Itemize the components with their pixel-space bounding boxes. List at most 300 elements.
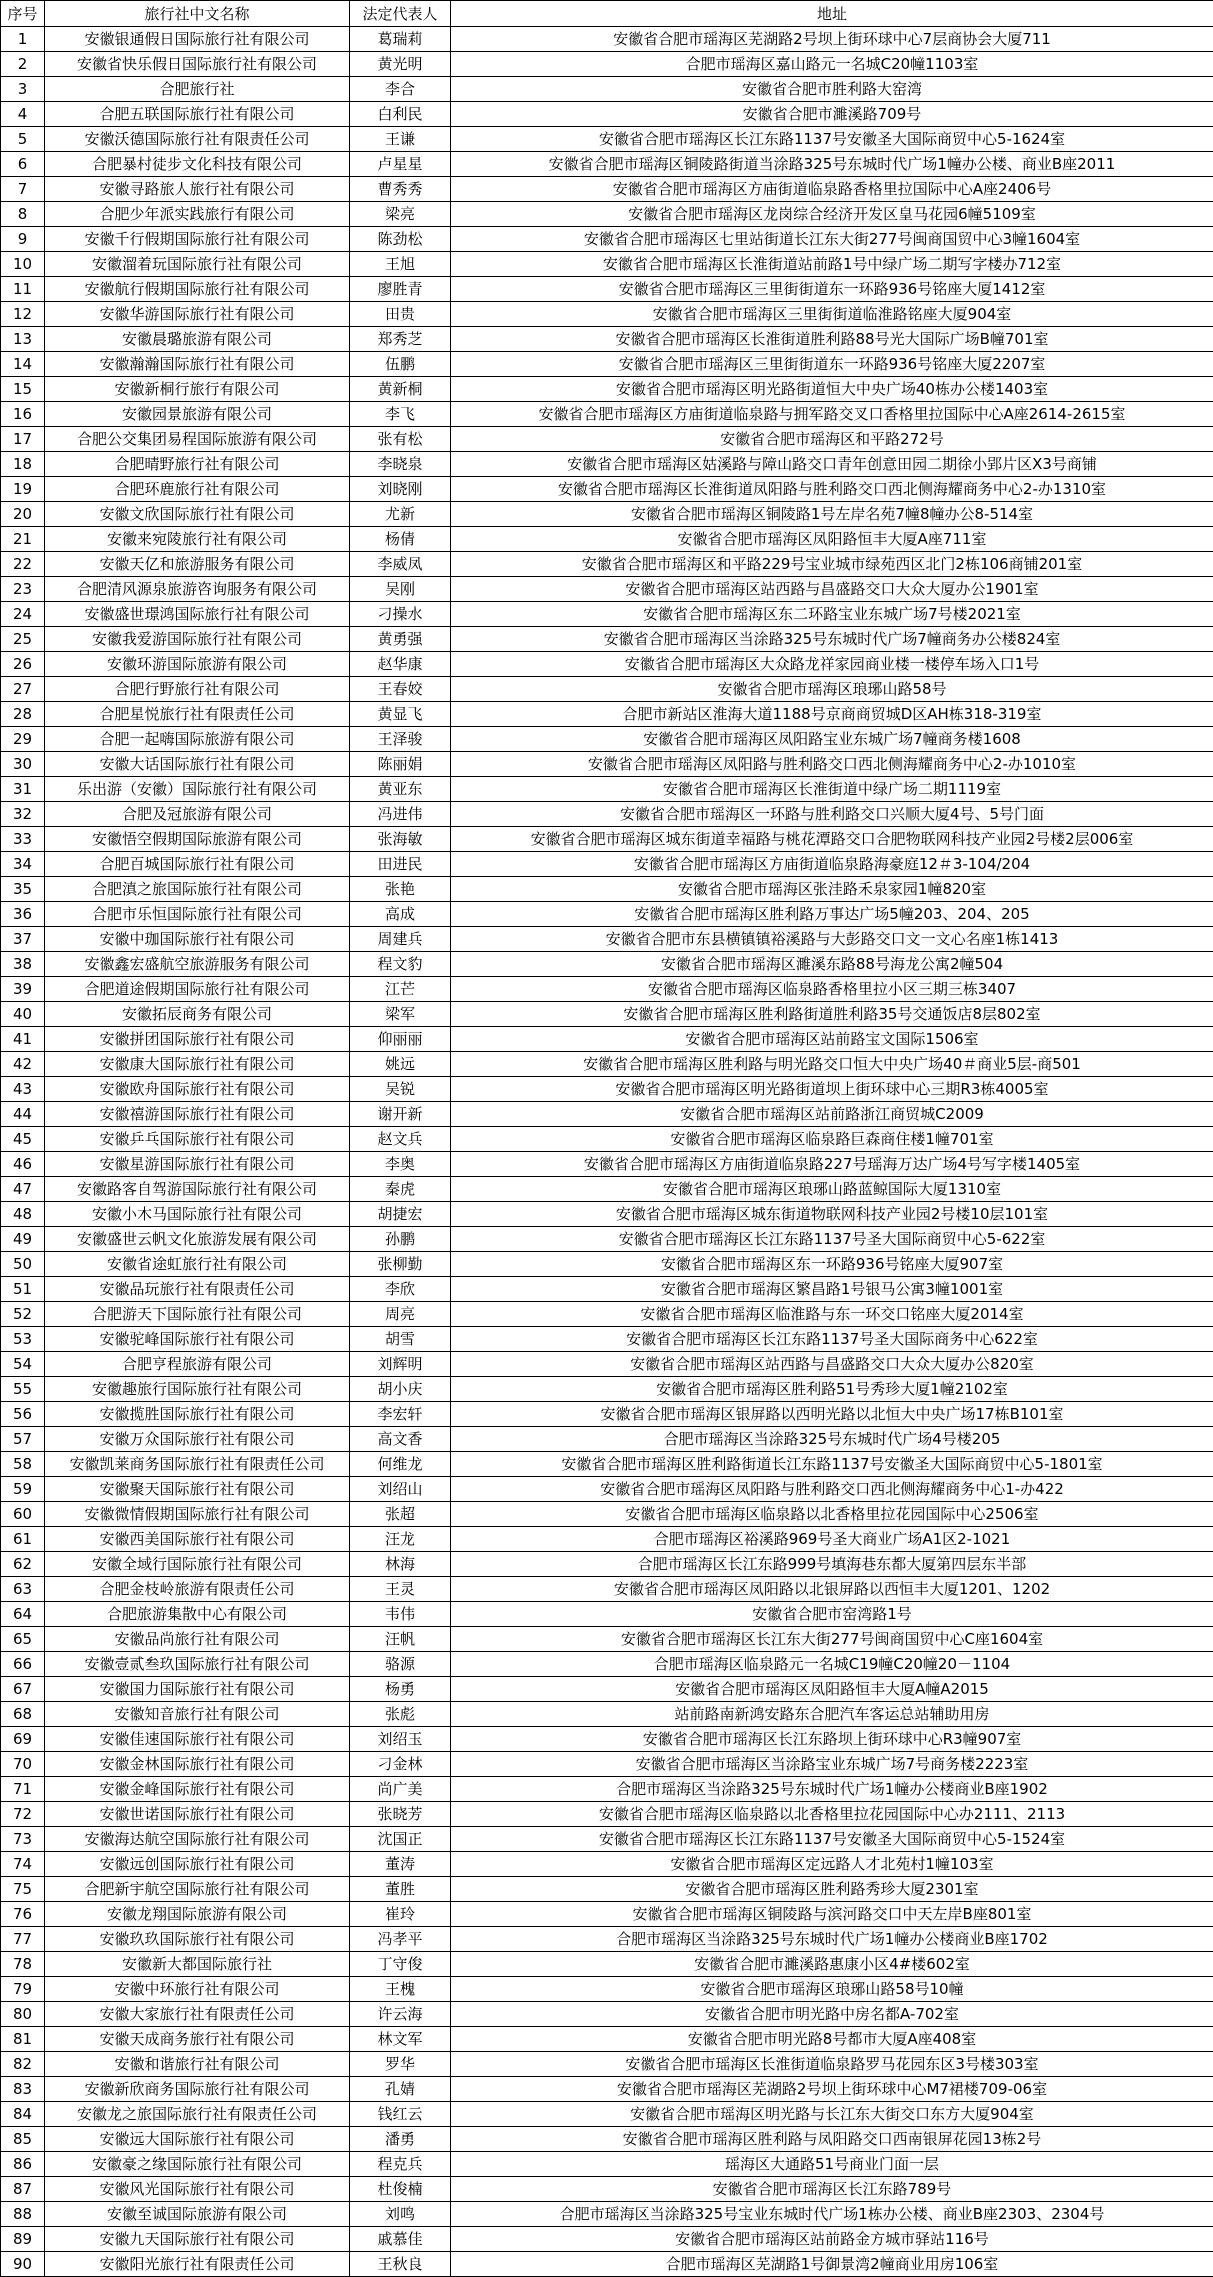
table-row (1, 377, 1213, 402)
cell-address: 安徽省合肥市瑶海区站前路金方城市驿站116号 (451, 2227, 1213, 2252)
cell-legal-representative: 汪帆 (350, 1627, 451, 1652)
table-row (1, 927, 1213, 952)
cell-address: 安徽省合肥市瑶海区临泉路香格里拉小区三期三栋3407 (451, 977, 1213, 1002)
table-row (1, 102, 1213, 127)
cell-legal-representative: 钱红云 (350, 2102, 451, 2127)
cell-address: 安徽省合肥市瑶海区长江东路1137号圣大国际商务中心622室 (451, 1327, 1213, 1352)
cell-address: 安徽省合肥市濉溪路惠康小区4#楼602室 (451, 1952, 1213, 1977)
cell-agency-name: 安徽大家旅行社有限责任公司 (45, 2002, 350, 2027)
cell-legal-representative: 刁金林 (350, 1752, 451, 1777)
table-row (1, 252, 1213, 277)
header-legal-representative: 法定代表人 (350, 1, 451, 27)
cell-agency-name: 安徽龙之旅国际旅行社有限责任公司 (45, 2102, 350, 2127)
cell-address: 安徽省合肥市瑶海区胜利路51号秀珍大厦1幢2102室 (451, 1377, 1213, 1402)
table-row (1, 1802, 1213, 1827)
cell-index: 66 (1, 1652, 45, 1677)
cell-index: 56 (1, 1402, 45, 1427)
table-row (1, 427, 1213, 452)
table-row (1, 1152, 1213, 1177)
cell-index: 82 (1, 2052, 45, 2077)
cell-legal-representative: 刘晓刚 (350, 477, 451, 502)
table-row (1, 2027, 1213, 2052)
table-row (1, 1202, 1213, 1227)
cell-address: 安徽省合肥市瑶海区芜湖路2号坝上街环球中心M7裙楼709-06室 (451, 2077, 1213, 2102)
cell-index: 63 (1, 1577, 45, 1602)
cell-agency-name: 安徽至诚国际旅游有限公司 (45, 2202, 350, 2227)
table-row (1, 1827, 1213, 1852)
cell-address: 安徽省合肥市瑶海区明光路与长江东大街交口东方大厦904室 (451, 2102, 1213, 2127)
cell-agency-name: 安徽九天国际旅行社有限公司 (45, 2227, 350, 2252)
cell-agency-name: 安徽拼团国际旅行社有限公司 (45, 1027, 350, 1052)
cell-address: 安徽省合肥市瑶海区长淮街道中绿广场二期1119室 (451, 777, 1213, 802)
table-row (1, 1552, 1213, 1577)
cell-legal-representative: 江芒 (350, 977, 451, 1002)
cell-address: 安徽省合肥市瑶海区繁昌路1号银马公寓3幢1001室 (451, 1277, 1213, 1302)
table-row (1, 1252, 1213, 1277)
cell-index: 4 (1, 102, 45, 127)
cell-index: 37 (1, 927, 45, 952)
cell-agency-name: 合肥滇之旅国际旅行社有限公司 (45, 877, 350, 902)
cell-index: 29 (1, 727, 45, 752)
cell-address: 安徽省合肥市瑶海区胜利路与凤阳路交口西南银屏花园13栋2号 (451, 2127, 1213, 2152)
table-row (1, 1377, 1213, 1402)
table-row (1, 1077, 1213, 1102)
cell-agency-name: 合肥星悦旅行社有限责任公司 (45, 702, 350, 727)
cell-agency-name: 合肥亨程旅游有限公司 (45, 1352, 350, 1377)
table-row (1, 77, 1213, 102)
cell-agency-name: 安徽微情假期国际旅行社有限公司 (45, 1502, 350, 1527)
table-row (1, 1902, 1213, 1927)
cell-index: 28 (1, 702, 45, 727)
table-row (1, 52, 1213, 77)
cell-index: 33 (1, 827, 45, 852)
cell-index: 88 (1, 2202, 45, 2227)
cell-agency-name: 安徽驼峰国际旅行社有限公司 (45, 1327, 350, 1352)
cell-legal-representative: 董胜 (350, 1877, 451, 1902)
cell-index: 18 (1, 452, 45, 477)
cell-agency-name: 安徽佳速国际旅行社有限公司 (45, 1727, 350, 1752)
cell-legal-representative: 黄显飞 (350, 702, 451, 727)
cell-index: 77 (1, 1927, 45, 1952)
cell-agency-name: 安徽晨璐旅游有限公司 (45, 327, 350, 352)
cell-index: 17 (1, 427, 45, 452)
cell-agency-name: 安徽康大国际旅行社有限公司 (45, 1052, 350, 1077)
cell-address: 安徽省合肥市瑶海区城东街道幸福路与桃花潭路交口合肥物联网科技产业园2号楼2层006室 (451, 827, 1213, 852)
cell-index: 24 (1, 602, 45, 627)
cell-address: 安徽省合肥市瑶海区凤阳路恒丰大厦A座711室 (451, 527, 1213, 552)
cell-agency-name: 合肥五联国际旅行社有限公司 (45, 102, 350, 127)
header-index: 序号 (1, 1, 45, 27)
cell-legal-representative: 尚广美 (350, 1777, 451, 1802)
cell-index: 36 (1, 902, 45, 927)
cell-index: 70 (1, 1752, 45, 1777)
cell-address: 合肥市瑶海区裕溪路969号圣大商业广场A1区2-1021 (451, 1527, 1213, 1552)
cell-address: 安徽省合肥市瑶海区长淮街道临泉路罗马花园东区3号楼303室 (451, 2052, 1213, 2077)
cell-address: 安徽省合肥市瑶海区三里街街道临淮路铭座大厦904室 (451, 302, 1213, 327)
cell-address: 安徽省合肥市瑶海区胜利路街道长江东路1137号安徽圣大国际商贸中心5-1801室 (451, 1452, 1213, 1477)
cell-index: 20 (1, 502, 45, 527)
cell-address: 安徽省合肥市瑶海区临泉路以北香格里拉花园国际中心办2111、2113 (451, 1802, 1213, 1827)
cell-address: 合肥市瑶海区芜湖路1号御景湾2幢商业用房106室 (451, 2252, 1213, 2277)
cell-address: 安徽省合肥市窑湾路1号 (451, 1602, 1213, 1627)
cell-index: 86 (1, 2152, 45, 2177)
cell-index: 50 (1, 1252, 45, 1277)
cell-address: 安徽省合肥市瑶海区长江东路坝上街环球中心R3幢907室 (451, 1727, 1213, 1752)
cell-index: 38 (1, 952, 45, 977)
cell-legal-representative: 沈国正 (350, 1827, 451, 1852)
cell-legal-representative: 张彪 (350, 1702, 451, 1727)
cell-agency-name: 安徽拓辰商务有限公司 (45, 1002, 350, 1027)
header-row (1, 1, 1213, 27)
table-row (1, 1852, 1213, 1877)
cell-legal-representative: 张海敏 (350, 827, 451, 852)
cell-index: 87 (1, 2177, 45, 2202)
table-row (1, 1527, 1213, 1552)
cell-agency-name: 安徽盛世璟鸿国际旅行社有限公司 (45, 602, 350, 627)
cell-agency-name: 安徽大话国际旅行社有限公司 (45, 752, 350, 777)
cell-address: 合肥市瑶海区当涂路325号宝业东城时代广场1栋办公楼、商业B座2303、2304号 (451, 2202, 1213, 2227)
cell-agency-name: 合肥市乐恒国际旅行社有限公司 (45, 902, 350, 927)
cell-address: 安徽省合肥市瑶海区方庙街道临泉路香格里拉国际中心A座2406号 (451, 177, 1213, 202)
cell-index: 31 (1, 777, 45, 802)
cell-legal-representative: 田进民 (350, 852, 451, 877)
cell-agency-name: 合肥行野旅行社有限公司 (45, 677, 350, 702)
cell-index: 58 (1, 1452, 45, 1477)
cell-agency-name: 安徽龙翔国际旅游有限公司 (45, 1902, 350, 1927)
cell-address: 安徽省合肥市瑶海区站西路与昌盛路交口大众大厦办公820室 (451, 1352, 1213, 1377)
cell-index: 2 (1, 52, 45, 77)
cell-index: 30 (1, 752, 45, 777)
cell-index: 83 (1, 2077, 45, 2102)
table-row (1, 1927, 1213, 1952)
table-row (1, 1227, 1213, 1252)
cell-legal-representative: 吴锐 (350, 1077, 451, 1102)
cell-address: 安徽省合肥市瑶海区和平路229号宝业城市绿苑西区北门2栋106商铺201室 (451, 552, 1213, 577)
cell-index: 51 (1, 1277, 45, 1302)
cell-address: 安徽省合肥市瑶海区胜利路与明光路交口恒大中央广场40＃商业5层-商501 (451, 1052, 1213, 1077)
cell-address: 合肥市瑶海区当涂路325号东城时代广场1幢办公楼商业B座1702 (451, 1927, 1213, 1952)
cell-agency-name: 安徽万众国际旅行社有限公司 (45, 1427, 350, 1452)
cell-address: 安徽省合肥市瑶海区城东街道物联网科技产业园2号楼10层101室 (451, 1202, 1213, 1227)
table-row (1, 1652, 1213, 1677)
cell-index: 78 (1, 1952, 45, 1977)
cell-index: 41 (1, 1027, 45, 1052)
cell-agency-name: 安徽华游国际旅行社有限公司 (45, 302, 350, 327)
cell-agency-name: 安徽中珈国际旅行社有限公司 (45, 927, 350, 952)
cell-agency-name: 安徽鑫宏盛航空旅游服务有限公司 (45, 952, 350, 977)
cell-legal-representative: 仰丽丽 (350, 1027, 451, 1052)
cell-legal-representative: 孔婧 (350, 2077, 451, 2102)
table-row (1, 1602, 1213, 1627)
cell-legal-representative: 高成 (350, 902, 451, 927)
cell-legal-representative: 黄勇强 (350, 627, 451, 652)
cell-address: 安徽省合肥市瑶海区胜利路万事达广场5幢203、204、205 (451, 902, 1213, 927)
cell-address: 安徽省合肥市瑶海区站西路与昌盛路交口大众大厦办公1901室 (451, 577, 1213, 602)
cell-legal-representative: 孙鹏 (350, 1227, 451, 1252)
cell-index: 25 (1, 627, 45, 652)
table-row (1, 277, 1213, 302)
cell-legal-representative: 张柳勤 (350, 1252, 451, 1277)
cell-address: 安徽省合肥市瑶海区明光路街道恒大中央广场40栋办公楼1403室 (451, 377, 1213, 402)
cell-agency-name: 合肥百城国际旅行社有限公司 (45, 852, 350, 877)
cell-legal-representative: 王谦 (350, 127, 451, 152)
cell-address: 安徽省合肥市瑶海区凤阳路与胜利路交口西北侧海耀商务中心2-办1010室 (451, 752, 1213, 777)
cell-legal-representative: 崔玲 (350, 1902, 451, 1927)
cell-address: 安徽省合肥市瑶海区东二环路宝业东城广场7号楼2021室 (451, 602, 1213, 627)
table-row (1, 152, 1213, 177)
cell-legal-representative: 伍鹏 (350, 352, 451, 377)
cell-address: 安徽省合肥市瑶海区胜利路街道胜利路35号交通饭店8层802室 (451, 1002, 1213, 1027)
table-row (1, 1452, 1213, 1477)
cell-index: 73 (1, 1827, 45, 1852)
table-row (1, 577, 1213, 602)
cell-index: 22 (1, 552, 45, 577)
cell-legal-representative: 林文军 (350, 2027, 451, 2052)
cell-legal-representative: 吴刚 (350, 577, 451, 602)
table-row (1, 2002, 1213, 2027)
table-row (1, 2052, 1213, 2077)
table-row (1, 302, 1213, 327)
cell-legal-representative: 李飞 (350, 402, 451, 427)
cell-address: 安徽省合肥市瑶海区胜利路秀珍大厦2301室 (451, 1877, 1213, 1902)
cell-index: 55 (1, 1377, 45, 1402)
cell-legal-representative: 刁操水 (350, 602, 451, 627)
cell-agency-name: 安徽省途虹旅行社有限公司 (45, 1252, 350, 1277)
cell-index: 14 (1, 352, 45, 377)
table-row (1, 402, 1213, 427)
cell-agency-name: 安徽航行假期国际旅行社有限公司 (45, 277, 350, 302)
cell-address: 合肥市瑶海区当涂路325号东城时代广场1幢办公楼商业B座1902 (451, 1777, 1213, 1802)
table-row (1, 1327, 1213, 1352)
table-row (1, 1877, 1213, 1902)
cell-index: 9 (1, 227, 45, 252)
cell-agency-name: 乐出游（安徽）国际旅行社有限公司 (45, 777, 350, 802)
cell-index: 7 (1, 177, 45, 202)
cell-index: 35 (1, 877, 45, 902)
cell-index: 21 (1, 527, 45, 552)
cell-agency-name: 安徽千行假期国际旅行社有限公司 (45, 227, 350, 252)
cell-address: 安徽省合肥市瑶海区芜湖路2号坝上街环球中心7层商协会大厦711 (451, 27, 1213, 52)
cell-agency-name: 安徽新桐行旅行有限公司 (45, 377, 350, 402)
cell-agency-name: 安徽新大都国际旅行社 (45, 1952, 350, 1977)
cell-agency-name: 合肥暴村徒步文化科技有限公司 (45, 152, 350, 177)
cell-agency-name: 安徽阳光旅行社有限责任公司 (45, 2252, 350, 2277)
cell-agency-name: 安徽银通假日国际旅行社有限公司 (45, 27, 350, 52)
cell-address: 安徽省合肥市明光路中房名都A-702室 (451, 2002, 1213, 2027)
cell-address: 安徽省合肥市濉溪路709号 (451, 102, 1213, 127)
table-row (1, 1952, 1213, 1977)
cell-index: 49 (1, 1227, 45, 1252)
cell-legal-representative: 汪龙 (350, 1527, 451, 1552)
cell-agency-name: 合肥少年派实践旅行有限公司 (45, 202, 350, 227)
cell-address: 安徽省合肥市瑶海区长江东路1137号安徽圣大国际商贸中心5-1624室 (451, 127, 1213, 152)
cell-address: 安徽省合肥市瑶海区铜陵路街道当涂路325号东城时代广场1幢办公楼、商业B座2011 (451, 152, 1213, 177)
cell-legal-representative: 潘勇 (350, 2127, 451, 2152)
table-body (1, 27, 1213, 2277)
cell-legal-representative: 黄亚东 (350, 777, 451, 802)
cell-address: 安徽省合肥市瑶海区龙岗综合经济开发区皇马花园6幢5109室 (451, 202, 1213, 227)
cell-address: 安徽省合肥市瑶海区凤阳路宝业东城广场7幢商务楼1608 (451, 727, 1213, 752)
cell-address: 安徽省合肥市瑶海区凤阳路以北银屏路以西恒丰大厦1201、1202 (451, 1577, 1213, 1602)
cell-index: 90 (1, 2252, 45, 2277)
cell-index: 47 (1, 1177, 45, 1202)
cell-agency-name: 安徽寻路旅人旅行社有限公司 (45, 177, 350, 202)
table-row (1, 1702, 1213, 1727)
cell-agency-name: 安徽壹贰叁玖国际旅行社有限公司 (45, 1652, 350, 1677)
cell-agency-name: 安徽省快乐假日国际旅行社有限公司 (45, 52, 350, 77)
cell-index: 40 (1, 1002, 45, 1027)
cell-legal-representative: 刘绍山 (350, 1477, 451, 1502)
cell-agency-name: 安徽全域行国际旅行社有限公司 (45, 1552, 350, 1577)
cell-legal-representative: 尤新 (350, 502, 451, 527)
cell-index: 76 (1, 1902, 45, 1927)
table-row (1, 1977, 1213, 2002)
cell-address: 安徽省合肥市东县横镇镇裕溪路与大彭路交口文一文心名座1栋1413 (451, 927, 1213, 952)
cell-agency-name: 安徽新欣商务国际旅行社有限公司 (45, 2077, 350, 2102)
cell-address: 安徽省合肥市瑶海区长江东路789号 (451, 2177, 1213, 2202)
cell-address: 安徽省合肥市瑶海区长淮街道凤阳路与胜利路交口西北侧海耀商务中心2-办1310室 (451, 477, 1213, 502)
cell-legal-representative: 陈劲松 (350, 227, 451, 252)
header-agency-name: 旅行社中文名称 (45, 1, 350, 27)
cell-agency-name: 安徽玖玖国际旅行社有限公司 (45, 1927, 350, 1952)
table-row (1, 702, 1213, 727)
table-row (1, 1477, 1213, 1502)
cell-agency-name: 安徽文欣国际旅行社有限公司 (45, 502, 350, 527)
cell-address: 安徽省合肥市瑶海区铜陵路1号左岸名苑7幢8幢办公8-514室 (451, 502, 1213, 527)
cell-address: 瑶海区大通路51号商业门面一层 (451, 2152, 1213, 2177)
table-row (1, 852, 1213, 877)
cell-index: 69 (1, 1727, 45, 1752)
cell-address: 安徽省合肥市瑶海区琅琊山路58号 (451, 677, 1213, 702)
cell-agency-name: 安徽金峰国际旅行社有限公司 (45, 1777, 350, 1802)
cell-legal-representative: 李晓泉 (350, 452, 451, 477)
cell-index: 26 (1, 652, 45, 677)
cell-index: 59 (1, 1477, 45, 1502)
cell-index: 79 (1, 1977, 45, 2002)
cell-legal-representative: 秦虎 (350, 1177, 451, 1202)
cell-address: 安徽省合肥市瑶海区方庙街道临泉路海豪庭12＃3-104/204 (451, 852, 1213, 877)
cell-agency-name: 安徽来宛陵旅行社有限公司 (45, 527, 350, 552)
cell-index: 39 (1, 977, 45, 1002)
cell-address: 合肥市瑶海区当涂路325号东城时代广场4号楼205 (451, 1427, 1213, 1452)
cell-address: 安徽省合肥市瑶海区临泉路巨森商住楼1幢701室 (451, 1127, 1213, 1152)
cell-address: 安徽省合肥市瑶海区银屏路以西明光路以北恒大中央广场17栋B101室 (451, 1402, 1213, 1427)
cell-address: 安徽省合肥市瑶海区站前路浙江商贸城C2009 (451, 1102, 1213, 1127)
table-row (1, 552, 1213, 577)
cell-legal-representative: 杨勇 (350, 1677, 451, 1702)
cell-agency-name: 安徽盛世云帆文化旅游发展有限公司 (45, 1227, 350, 1252)
cell-legal-representative: 廖胜青 (350, 277, 451, 302)
table-row (1, 1577, 1213, 1602)
cell-agency-name: 安徽凯莱商务国际旅行社有限责任公司 (45, 1452, 350, 1477)
cell-index: 89 (1, 2227, 45, 2252)
table-row (1, 1052, 1213, 1077)
table-row (1, 1302, 1213, 1327)
cell-agency-name: 安徽豪之缘国际旅行社有限公司 (45, 2152, 350, 2177)
table-row (1, 177, 1213, 202)
cell-legal-representative: 周亮 (350, 1302, 451, 1327)
cell-legal-representative: 冯进伟 (350, 802, 451, 827)
table-row (1, 1277, 1213, 1302)
cell-agency-name: 合肥道途假期国际旅行社有限公司 (45, 977, 350, 1002)
cell-agency-name: 安徽国力国际旅行社有限公司 (45, 1677, 350, 1702)
cell-legal-representative: 杜俊楠 (350, 2177, 451, 2202)
cell-legal-representative: 丁守俊 (350, 1952, 451, 1977)
cell-index: 84 (1, 2102, 45, 2127)
table-row (1, 677, 1213, 702)
cell-legal-representative: 王秋良 (350, 2252, 451, 2277)
cell-address: 安徽省合肥市瑶海区明光路街道坝上街环球中心三期R3栋4005室 (451, 1077, 1213, 1102)
cell-address: 安徽省合肥市瑶海区临泉路以北香格里拉花园国际中心2506室 (451, 1502, 1213, 1527)
cell-agency-name: 安徽揽胜国际旅行社有限公司 (45, 1402, 350, 1427)
table-row (1, 902, 1213, 927)
cell-legal-representative: 戚慕佳 (350, 2227, 451, 2252)
cell-legal-representative: 郑秀芝 (350, 327, 451, 352)
cell-legal-representative: 刘辉明 (350, 1352, 451, 1377)
cell-legal-representative: 程克兵 (350, 2152, 451, 2177)
cell-index: 72 (1, 1802, 45, 1827)
cell-address: 安徽省合肥市瑶海区方庙街道临泉路与拥军路交叉口香格里拉国际中心A座2614-2615室 (451, 402, 1213, 427)
cell-legal-representative: 姚远 (350, 1052, 451, 1077)
cell-legal-representative: 田贵 (350, 302, 451, 327)
cell-legal-representative: 周建兵 (350, 927, 451, 952)
cell-address: 合肥市瑶海区临泉路元一名城C19幢C20幢20－1104 (451, 1652, 1213, 1677)
cell-index: 75 (1, 1877, 45, 1902)
table-row (1, 2202, 1213, 2227)
cell-legal-representative: 赵华康 (350, 652, 451, 677)
cell-agency-name: 安徽悟空假期国际旅游有限公司 (45, 827, 350, 852)
table-row (1, 2127, 1213, 2152)
cell-address: 安徽省合肥市瑶海区琅琊山路58号10幢 (451, 1977, 1213, 2002)
cell-address: 安徽省合肥市瑶海区当涂路宝业东城广场7号商务楼2223室 (451, 1752, 1213, 1777)
cell-index: 16 (1, 402, 45, 427)
table-row (1, 1752, 1213, 1777)
cell-agency-name: 合肥公交集团易程国际旅游有限公司 (45, 427, 350, 452)
table-row (1, 2152, 1213, 2177)
cell-legal-representative: 梁亮 (350, 202, 451, 227)
table-row (1, 727, 1213, 752)
cell-address: 安徽省合肥市瑶海区长江东路1137号圣大国际商贸中心5-622室 (451, 1227, 1213, 1252)
cell-legal-representative: 白利民 (350, 102, 451, 127)
cell-address: 安徽省合肥市瑶海区和平路272号 (451, 427, 1213, 452)
cell-legal-representative: 冯孝平 (350, 1927, 451, 1952)
cell-agency-name: 安徽金林国际旅行社有限公司 (45, 1752, 350, 1777)
cell-index: 19 (1, 477, 45, 502)
table-row (1, 1427, 1213, 1452)
cell-agency-name: 合肥游天下国际旅行社有限公司 (45, 1302, 350, 1327)
table-row (1, 1002, 1213, 1027)
cell-index: 46 (1, 1152, 45, 1177)
cell-address: 安徽省合肥市胜利路大窑湾 (451, 77, 1213, 102)
cell-address: 安徽省合肥市瑶海区三里街街道东一环路936号铭座大厦1412室 (451, 277, 1213, 302)
table-row (1, 452, 1213, 477)
table-row (1, 352, 1213, 377)
table-row (1, 527, 1213, 552)
cell-agency-name: 合肥旅行社 (45, 77, 350, 102)
cell-address: 安徽省合肥市瑶海区凤阳路与胜利路交口西北侧海耀商务中心1-办422 (451, 1477, 1213, 1502)
cell-legal-representative: 葛瑞莉 (350, 27, 451, 52)
cell-address: 安徽省合肥市瑶海区长江东路1137号安徽圣大国际商贸中心5-1524室 (451, 1827, 1213, 1852)
cell-agency-name: 安徽远创国际旅行社有限公司 (45, 1852, 350, 1877)
cell-agency-name: 安徽世诺国际旅行社有限公司 (45, 1802, 350, 1827)
table-row (1, 752, 1213, 777)
cell-agency-name: 安徽天成商务旅行社有限公司 (45, 2027, 350, 2052)
cell-index: 23 (1, 577, 45, 602)
cell-address: 安徽省合肥市瑶海区七里站街道长江东大街277号闽商国贸中心3幢1604室 (451, 227, 1213, 252)
table-row (1, 827, 1213, 852)
cell-legal-representative: 高文香 (350, 1427, 451, 1452)
cell-address: 安徽省合肥市瑶海区铜陵路与滨河路交口中天左岸B座801室 (451, 1902, 1213, 1927)
